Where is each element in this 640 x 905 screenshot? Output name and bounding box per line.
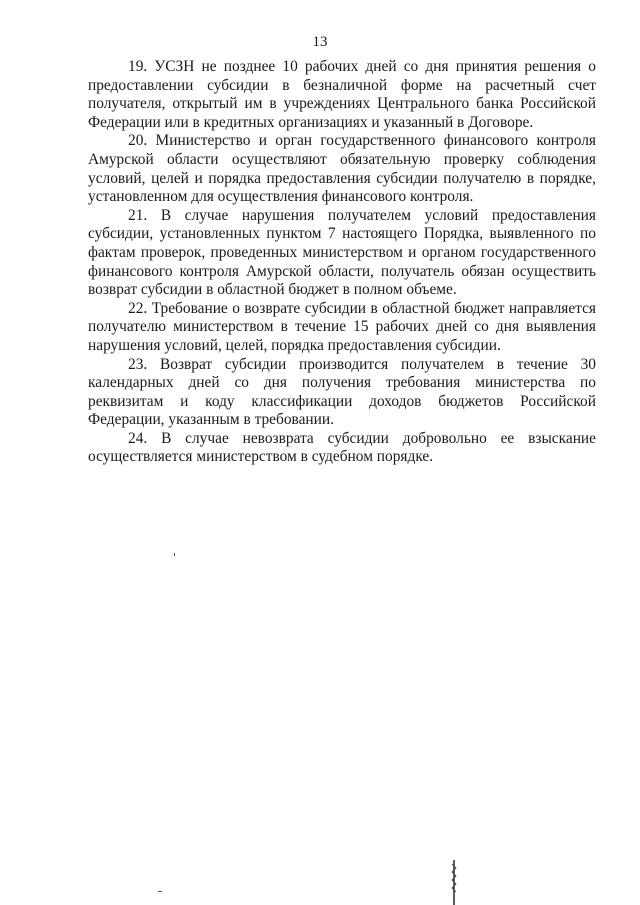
scan-speck-bottom (158, 891, 162, 892)
paragraph-23: 23. Возврат субсидии производится получателем в течение 30 календарных дней со дня получения требования министерства по реквизитам и коду классификации доходов бюджетов Российской Федерации, указанным в требовании. (88, 355, 596, 429)
page-number: 13 (312, 34, 328, 50)
paragraph-21: 21. В случае нарушения получателем условий предоставления субсидии, установленных пунктом 7 настоящего Порядка, выявленного по фактам проверок, проведенных министерством и органом государственного финансового контроля Амурской области, получатель обязан осуществить возврат субсидии в областной бюджет в полном объеме. (88, 206, 596, 299)
paragraph-22: 22. Требование о возврате субсидии в областной бюджет направляется получателю министерством в течение 15 рабочих дней со дня выявления нарушения условий, целей, порядка предоставления субсидии. (88, 299, 596, 354)
scan-speck (174, 553, 175, 556)
paragraph-20: 20. Министерство и орган государственного финансового контроля Амурской области осуществляют обязательную проверку соблюдения условий, целей и порядка предоставления субсидии получателю в порядке, установленном для осуществления финансового контроля. (88, 132, 596, 206)
paragraph-19: 19. УСЗН не позднее 10 рабочих дней со дня принятия решения о предоставлении субсидии в безналичной форме на расчетный счет получателя, открытый им в учреждениях Центрального банка Российской Федерации или в кредитных организациях и указанный в Договоре. (88, 58, 596, 131)
document-body (88, 58, 596, 467)
paragraph-24: 24. В случае невозврата субсидии добровольно ее взыскание осуществляется министерством в судебном порядке. (88, 429, 596, 466)
binding-thread-mark (450, 860, 458, 905)
